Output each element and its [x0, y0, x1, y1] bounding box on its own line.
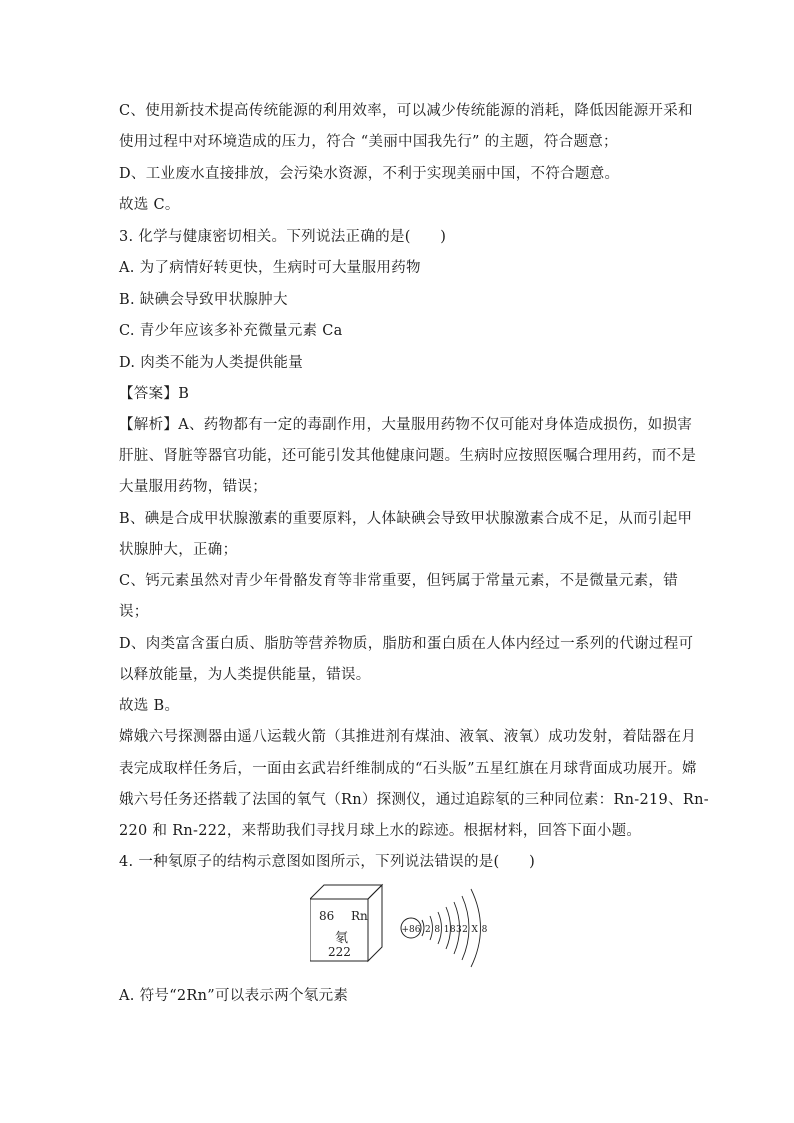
analysis-line: 状腺肿大，正确；	[119, 542, 238, 558]
material-line: 220 和 Rn-222，来帮助我们寻找月球上水的踪迹。根据材料，回答下面小题。	[119, 823, 642, 839]
analysis-line: 大量服用药物，错误；	[119, 479, 267, 495]
analysis-line: D、肉类富含蛋白质、脂肪等营养物质，脂肪和蛋白质在人体内经过一系列的代谢过程可	[119, 636, 694, 652]
shell-arc	[422, 920, 424, 936]
material-line: 嫦娥六号探测器由遥八运载火箭（其推进剂有煤油、液氧、液氧）成功发射，着陆器在月	[119, 729, 697, 745]
shell-electron-counts: 2 8 1832 X 8	[425, 925, 488, 935]
atom-structure-diagram	[398, 880, 508, 975]
analysis-line: 肝脏、肾脏等器官功能，还可能引发其他健康问题。生病时应按照医嘱合理用药，而不是	[119, 448, 697, 464]
material-line: 表完成取样任务后，一面由玄武岩纤维制成的“石头版”五星红旗在月球背面成功展开。嫦	[119, 761, 697, 777]
option-c: C. 青少年应该多补充微量元素 Ca	[119, 323, 343, 339]
answer-line: 【答案】B	[119, 386, 190, 402]
option-d: D. 肉类不能为人类提供能量	[119, 355, 304, 371]
analysis-line: 误；	[119, 604, 149, 620]
text-line: D、工业废水直接排放，会污染水资源，不利于实现美丽中国，不符合题意。	[119, 166, 620, 182]
radon-figure	[310, 880, 510, 975]
option-a: A. 符号“2Rn”可以表示两个氡元素	[119, 988, 349, 1004]
text-line: 使用过程中对环境造成的压力，符合 “美丽中国我先行” 的主题，符合题意；	[119, 134, 618, 150]
text-line: C、使用新技术提高传统能源的利用效率，可以减少传统能源的消耗，降低因能源开采和	[119, 103, 693, 119]
element-symbol: Rn	[351, 909, 368, 923]
analysis-line: 【解析】A、药物都有一定的毒副作用，大量服用药物不仅可能对身体造成损伤，如损害	[119, 417, 693, 433]
atomic-number: 86	[319, 909, 335, 923]
nucleus-charge: +86	[401, 925, 421, 935]
question-4-stem: 4. 一种氡原子的结构示意图如图所示，下列说法错误的是( )	[119, 854, 536, 870]
analysis-line: C、钙元素虽然对青少年骨骼发育等非常重要，但钙属于常量元素，不是微量元素，错	[119, 573, 678, 589]
element-name: 氡	[335, 931, 349, 946]
option-a: A. 为了病情好转更快，生病时可大量服用药物	[119, 260, 421, 276]
element-card	[310, 883, 385, 961]
text-line: 故选 B。	[119, 698, 180, 714]
material-line: 娥六号任务还搭载了法国的氧气（Rn）探测仪，通过追踪氡的三种同位素：Rn-219、Rn-	[119, 792, 709, 808]
atomic-mass: 222	[328, 945, 351, 959]
analysis-line: 以释放能量，为人类提供能量，错误。	[119, 667, 371, 683]
option-b: B. 缺碘会导致甲状腺肿大	[119, 292, 288, 308]
question-3-stem: 3. 化学与健康密切相关。下列说法正确的是( )	[119, 229, 447, 245]
analysis-line: B、碘是合成甲状腺激素的重要原料，人体缺碘会导致甲状腺激素合成不足，从而引起甲	[119, 511, 693, 527]
text-line: 故选 C。	[119, 197, 180, 213]
